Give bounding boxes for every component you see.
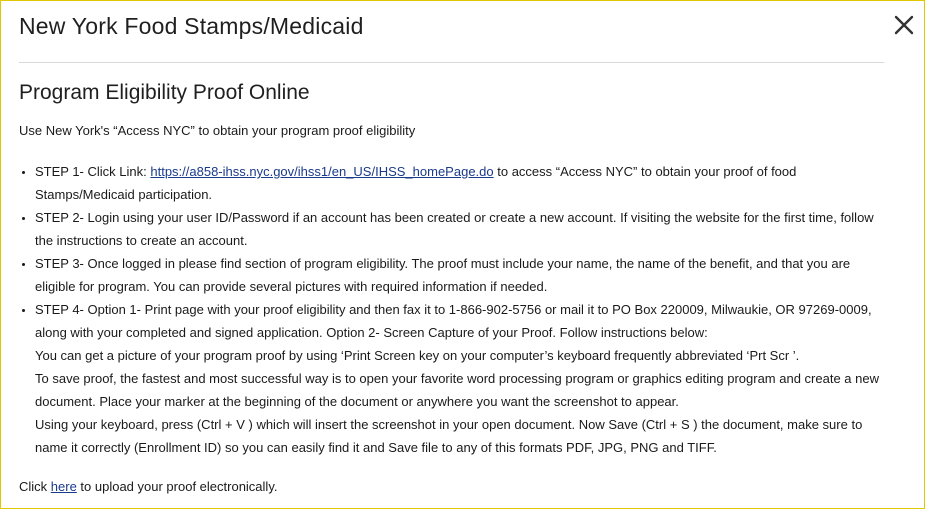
close-icon [892, 13, 916, 37]
modal-title: New York Food Stamps/Medicaid [19, 13, 364, 39]
step-4-save-proof: To save proof, the fastest and most successful way is to open your favorite word processing program or graphics editing program and create a new document. Place your marker at the beginning of the document or anywhere you want the screenshot to appear. [35, 371, 879, 409]
step-3: • STEP 3- Once logged in please find section of program eligibility. The proof must include your name, the name of the benefit, and that you are eligible for program. You can provide several pictures with required information if needed. [35, 252, 884, 298]
step-4 [35, 298, 884, 459]
upload-here-link[interactable]: here [50, 479, 77, 494]
upload-suffix: to upload your proof electronically. [76, 479, 278, 494]
modal-header [19, 11, 884, 61]
step-1 [35, 160, 884, 206]
steps-list [19, 160, 884, 459]
step-2: • STEP 2- Login using your user ID/Password if an account has been created or create a new account. If visiting the website for the first time, follow the instructions to create an account. [35, 206, 884, 252]
step-4-main: STEP 4- Option 1- Print page with your proof eligibility and then fax it to 1-866-902-5756 or mail it to PO Box 220009, Milwaukie, OR 97269-0009, along with your completed and signed application. Option 2- Screen Capture of your Proof. Follow instructions below: [35, 302, 872, 340]
step-1-prefix: STEP 1- Click Link: [35, 164, 151, 179]
step-4-keyboard: Using your keyboard, press (Ctrl + V ) which will insert the screenshot in your open document. Now Save (Ctrl + S ) the document, make sure to name it correctly (Enrollment ID) so you can easily find it and Save file to any of this formats PDF, JPG, PNG and TIFF. [35, 417, 863, 455]
upload-instruction [19, 477, 884, 497]
modal-content [19, 79, 884, 497]
intro-text: Use New York's “Access NYC” to obtain your program proof eligibility [19, 123, 416, 138]
section-title: Program Eligibility Proof Online [19, 81, 310, 104]
upload-prefix: Click [19, 479, 51, 494]
access-nyc-link[interactable]: https://a858-ihss.nyc.gov/ihss1/en_US/IHSS_homePage.do [150, 164, 494, 179]
step-4-print-screen: You can get a picture of your program proof by using ‘Print Screen key on your computer’s keyboard frequently abbreviated ‘Prt Scr ’. [35, 348, 800, 363]
step-1-suffix: to access “Access NYC” to obtain your proof of food Stamps/Medicaid participation. [35, 164, 797, 202]
header-divider [19, 62, 884, 63]
close-button[interactable] [892, 13, 916, 37]
